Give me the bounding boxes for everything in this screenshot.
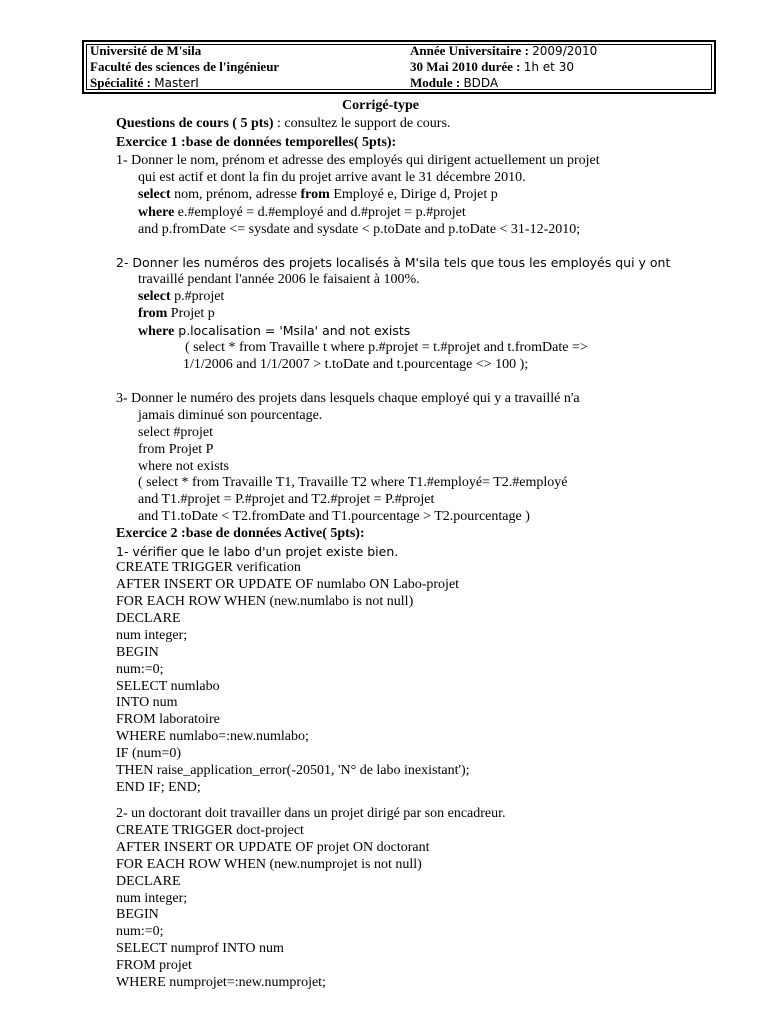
sql-keyword: from [138, 306, 168, 321]
code-line: FOR EACH ROW WHEN (new.numprojet is not null) [116, 857, 422, 872]
year-label: Année Universitaire : [410, 43, 533, 58]
date-label: 30 Mai 2010 durée : [410, 59, 524, 74]
sql-text: p.localisation = 'Msila' and not exists [174, 323, 411, 338]
university-label: Université de M'sila [90, 43, 202, 58]
sql-keyword: select [138, 187, 171, 202]
code-line: IF (num=0) [116, 746, 182, 761]
code-line: BEGIN [116, 907, 159, 922]
module-label: Module : [410, 75, 464, 90]
code-line: BEGIN [116, 645, 159, 660]
speciality-label: Spécialité : [90, 75, 155, 90]
ex1-q1-line1: 1- Donner le nom, prénom et adresse des employés qui dirigent actuellement un projet [116, 153, 600, 168]
module-value: BDDA [463, 76, 499, 90]
ex1-q3-line2: jamais diminué son pourcentage. [138, 408, 323, 423]
ex1-q2-sql4: ( select * from Travaille t where p.#projet = t.#projet and t.fromDate => [185, 340, 588, 355]
course-questions-label: Questions de cours ( 5 pts) [116, 116, 274, 131]
code-line: AFTER INSERT OR UPDATE OF projet ON doctorant [116, 840, 430, 855]
sql-keyword: from [300, 187, 330, 202]
ex1-q3-sql4: ( select * from Travaille T1, Travaille T2 where T1.#employé= T2.#employé [138, 475, 568, 490]
duration-value: 1h et 30 [523, 60, 574, 74]
code-line: WHERE numprojet=:new.numprojet; [116, 975, 326, 990]
sql-keyword: where [138, 324, 175, 339]
sql-keyword: select [138, 289, 171, 304]
ex1-q2-sql3 [138, 322, 410, 339]
code-line: FROM laboratoire [116, 712, 220, 727]
ex1-q3-sql3: where not exists [138, 459, 229, 474]
sql-text: p.#projet [170, 289, 225, 304]
ex1-q3-sql5: and T1.#projet = P.#projet and T2.#projet = P.#projet [138, 492, 435, 507]
code-line: SELECT numlabo [116, 679, 220, 694]
ex2-q1-line1: 1- vérifier que le labo d'un projet existe bien. [116, 544, 399, 559]
header-left-column [90, 43, 279, 91]
ex1-q3-sql1: select #projet [138, 425, 214, 440]
faculty-label: Faculté des sciences de l'ingénieur [90, 59, 280, 74]
ex1-q2-sql5: 1/1/2006 and 1/1/2007 > t.toDate and t.pourcentage <> 100 ); [183, 357, 529, 372]
speciality-line [90, 75, 279, 91]
code-line: INTO num [116, 695, 178, 710]
exercise-1-title: Exercice 1 :base de données temporelles( 5pts): [116, 135, 397, 150]
ex1-q3-sql2: from Projet P [138, 442, 214, 457]
code-line: num:=0; [116, 662, 164, 677]
code-line: num:=0; [116, 924, 164, 939]
sql-keyword: where [138, 205, 175, 220]
header-right-column [410, 43, 597, 91]
code-line: THEN raise_application_error(-20501, 'N° de labo inexistant'); [116, 763, 470, 778]
code-line: DECLARE [116, 874, 181, 889]
sql-text: e.#employé = d.#employé and d.#projet = p.#projet [174, 205, 466, 220]
ex1-q3-line1: 3- Donner le numéro des projets dans lesquels chaque employé qui y a travaillé n'a [116, 391, 580, 406]
course-questions-text: : consultez le support de cours. [273, 116, 451, 131]
code-line: CREATE TRIGGER doct-project [116, 823, 304, 838]
ex2-q2-line1: 2- un doctorant doit travailler dans un projet dirigé par son encadreur. [116, 806, 506, 821]
date-line [410, 59, 597, 75]
ex1-q1-sql2 [138, 204, 466, 221]
header-box [82, 40, 716, 94]
ex1-q2-line1: 2- Donner les numéros des projets localisés à M'sila tels que tous les employés qui y ont [116, 255, 671, 270]
ex1-q1-line2: qui est actif et dont la fin du projet arrive avant le 31 décembre 2010. [138, 170, 526, 185]
code-line: END IF; END; [116, 780, 201, 795]
sql-text: Employé e, Dirige d, Projet p [329, 187, 498, 202]
faculty-line [90, 59, 279, 75]
code-line: SELECT numprof INTO num [116, 941, 284, 956]
ex1-q1-sql1 [138, 186, 498, 203]
ex1-q2-sql2 [138, 305, 215, 322]
year-line [410, 43, 597, 59]
code-line: DECLARE [116, 611, 181, 626]
ex1-q2-sql1 [138, 288, 224, 305]
code-line: WHERE numlabo=:new.numlabo; [116, 729, 309, 744]
year-value: 2009/2010 [532, 44, 598, 58]
ex1-q2-line2: travaillé pendant l'année 2006 le faisaient à 100%. [138, 272, 420, 287]
code-line: FOR EACH ROW WHEN (new.numlabo is not null) [116, 594, 414, 609]
code-line: AFTER INSERT OR UPDATE OF numlabo ON Labo-projet [116, 577, 460, 592]
exercise-2-title: Exercice 2 :base de données Active( 5pts): [116, 526, 365, 541]
code-line: FROM projet [116, 958, 192, 973]
page-title: Corrigé-type [342, 98, 419, 113]
university-line [90, 43, 279, 59]
sql-text: nom, prénom, adresse [170, 187, 301, 202]
module-line [410, 75, 597, 91]
code-line: num integer; [116, 628, 188, 643]
code-line: CREATE TRIGGER verification [116, 560, 301, 575]
ex1-q3-sql6: and T1.toDate < T2.fromDate and T1.pourcentage > T2.pourcentage ) [138, 509, 530, 524]
sql-text: Projet p [167, 306, 215, 321]
course-questions-line [116, 115, 450, 132]
ex1-q1-sql3: and p.fromDate <= sysdate and sysdate < p.toDate and p.toDate < 31-12-2010; [138, 222, 581, 237]
speciality-value: MasterI [154, 76, 199, 90]
code-line: num integer; [116, 891, 188, 906]
